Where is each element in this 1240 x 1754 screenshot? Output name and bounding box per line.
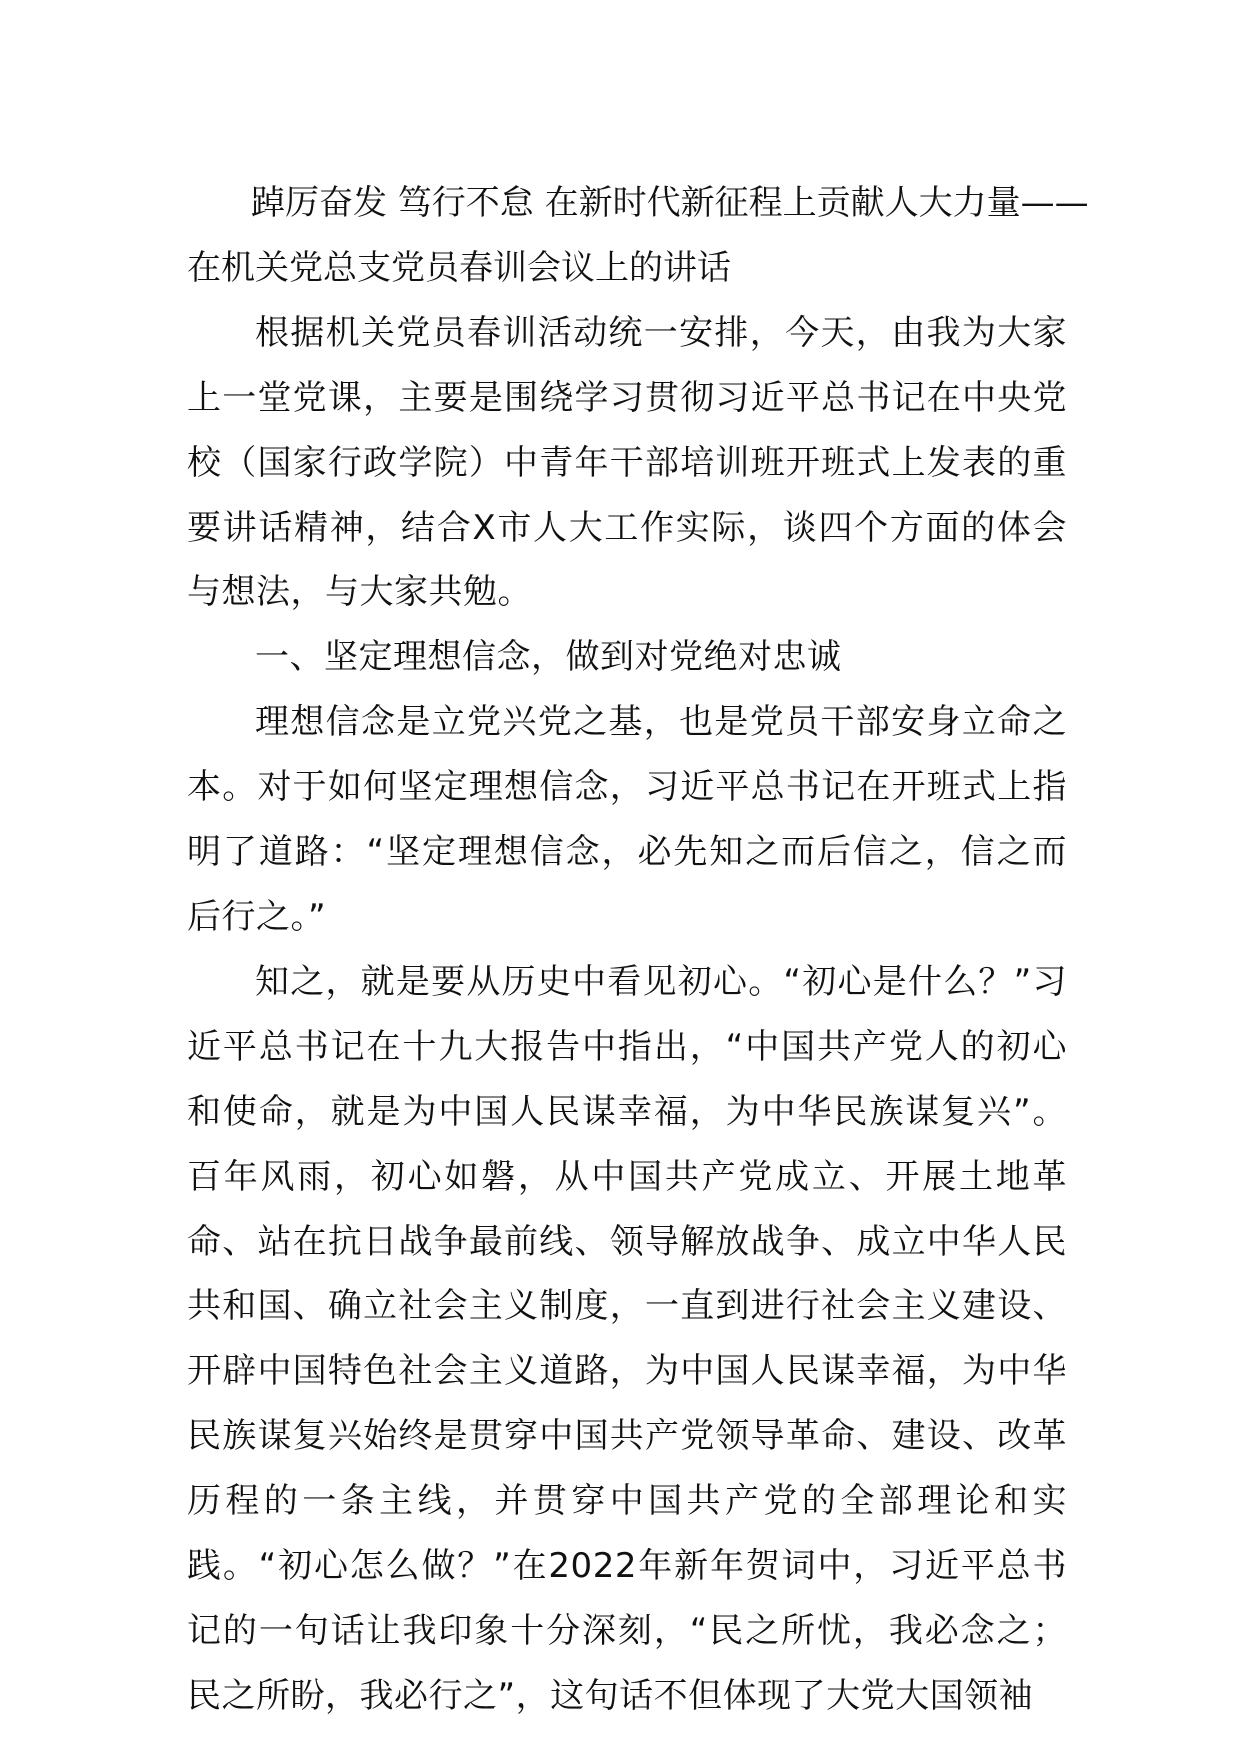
- speech-title-line-1: 踔厉奋发 笃行不怠 在新时代新征程上贡献人大力量——: [251, 183, 1089, 223]
- paragraph-original-aspiration: 知之，就是要从历史中看见初心。“初心是什么？”习近平总书记在十九大报告中指出，“中国共产党人的初心和使命，就是为中国人民谋幸福，为中华民族谋复兴”。百年风雨，初心如磐，从中国共产党成立、开展土地革命、站在抗日战争最前线、领导解放战争、成立中华人民共和国、确立社会主义制度，一直到进行社会主义建设、开辟中国特色社会主义道路，为中国人民谋幸福，为中华民族谋复兴始终是贯穿中国共产党领导革命、建设、改革历程的一条主线，并贯穿中国共产党的全部理论和实践。“初心怎么做？”在2022年新年贺词中，习近平总书记的一句话让我印象十分深刻，“民之所忧，我必念之；民之所盼，我必行之”，这句话不但体现了大党大国领袖: [187, 961, 1067, 1716]
- paragraph-intro: 根据机关党员春训活动统一安排，今天，由我为大家上一堂党课，主要是围绕学习贯彻习近平总书记在中央党校（国家行政学院）中青年干部培训班开班式上发表的重要讲话精神，结合X市人大工作实际，谈四个方面的体会与想法，与大家共勉。: [187, 312, 1067, 613]
- document-body: [187, 171, 1089, 1729]
- section-heading-1: 一、坚定理想信念，做到对党绝对忠诚: [255, 637, 842, 678]
- speech-title-line-2: 在机关党总支党员春训会议上的讲话: [187, 247, 731, 288]
- paragraph-ideals: 理想信念是立党兴党之基，也是党员干部安身立命之本。对于如何坚定理想信念，习近平总书记在开班式上指明了道路：“坚定理想信念，必先知之而后信之，信之而后行之。”: [187, 702, 1067, 937]
